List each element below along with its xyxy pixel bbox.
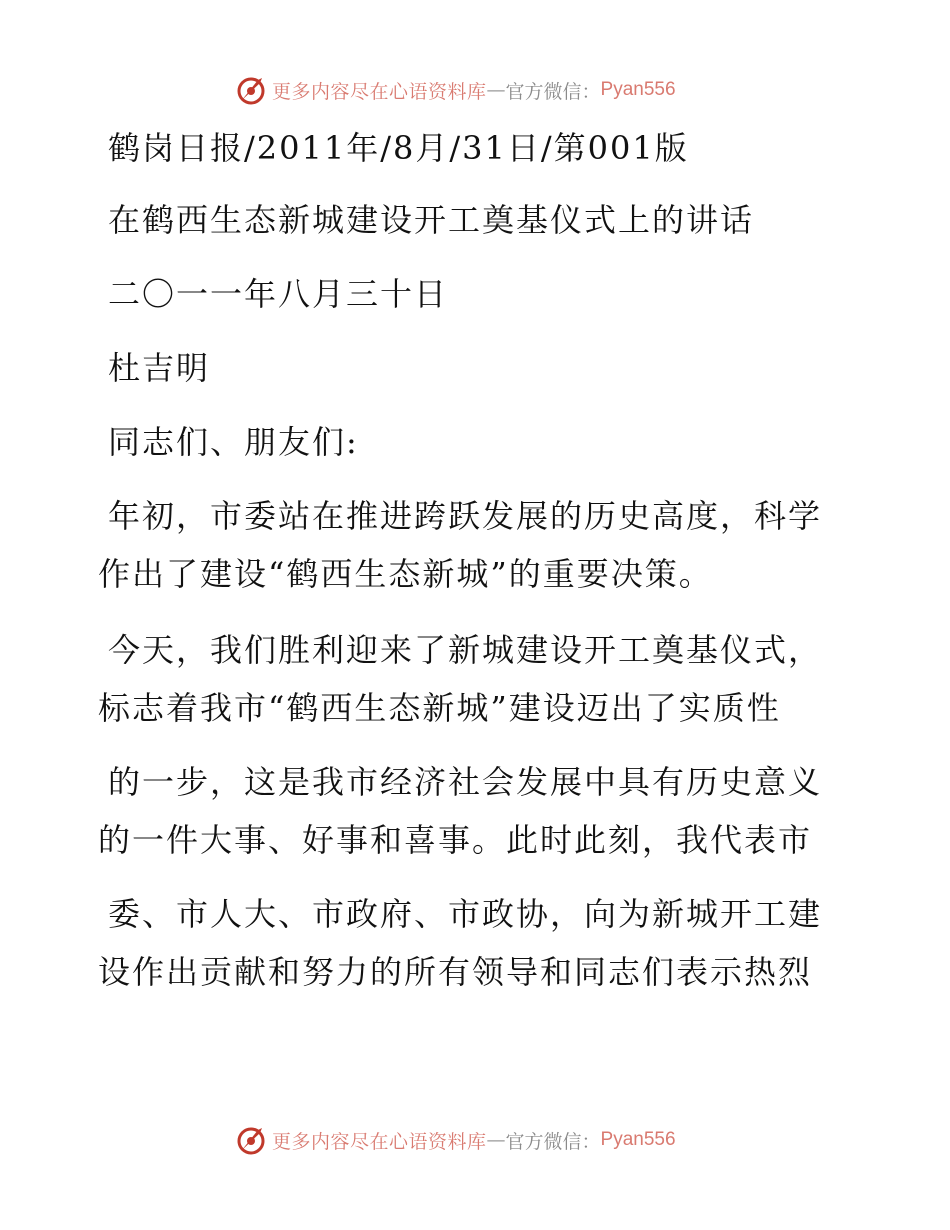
watermark-dash: — xyxy=(486,79,506,101)
speech-date: 二〇一一年八月三十日 xyxy=(108,275,449,313)
quill-logo-icon xyxy=(236,1124,268,1156)
watermark-id: Pyan556 xyxy=(600,79,676,100)
watermark-label: 官方微信： xyxy=(505,80,601,103)
watermark-text: 更多内容尽在心语资料库 xyxy=(272,1130,487,1153)
watermark-id: Pyan556 xyxy=(600,1129,676,1150)
watermark-dash: — xyxy=(486,1129,506,1151)
paragraph-line: 委、市人大、市政府、市政协，向为新城开工建 xyxy=(108,895,823,933)
watermark-text: 更多内容尽在心语资料库 xyxy=(272,80,487,103)
watermark-footer xyxy=(236,1122,676,1158)
speech-title: 在鹤西生态新城建设开工奠基仪式上的讲话 xyxy=(108,201,755,239)
paragraph-line: 的一步，这是我市经济社会发展中具有历史意义 xyxy=(108,763,823,801)
watermark-header xyxy=(236,72,676,108)
paragraph-line: 的一件大事、好事和喜事。此时此刻，我代表市 xyxy=(98,821,813,859)
paragraph-line: 作出了建设“鹤西生态新城”的重要决策。 xyxy=(98,555,713,593)
watermark-label: 官方微信： xyxy=(505,1130,601,1153)
newspaper-source-line: 鹤岗日报/2011年/8月/31日/第001版 xyxy=(108,129,689,167)
paragraph-line: 年初，市委站在推进跨跃发展的历史高度，科学 xyxy=(108,497,823,535)
speaker-name: 杜吉明 xyxy=(108,349,211,387)
salutation: 同志们、朋友们: xyxy=(108,423,359,461)
quill-logo-icon xyxy=(236,74,268,106)
paragraph-line: 设作出贡献和努力的所有领导和同志们表示热烈 xyxy=(98,953,813,991)
paragraph-line: 今天，我们胜利迎来了新城建设开工奠基仪式， xyxy=(108,631,823,669)
paragraph-line: 标志着我市“鹤西生态新城”建设迈出了实质性 xyxy=(98,689,781,727)
